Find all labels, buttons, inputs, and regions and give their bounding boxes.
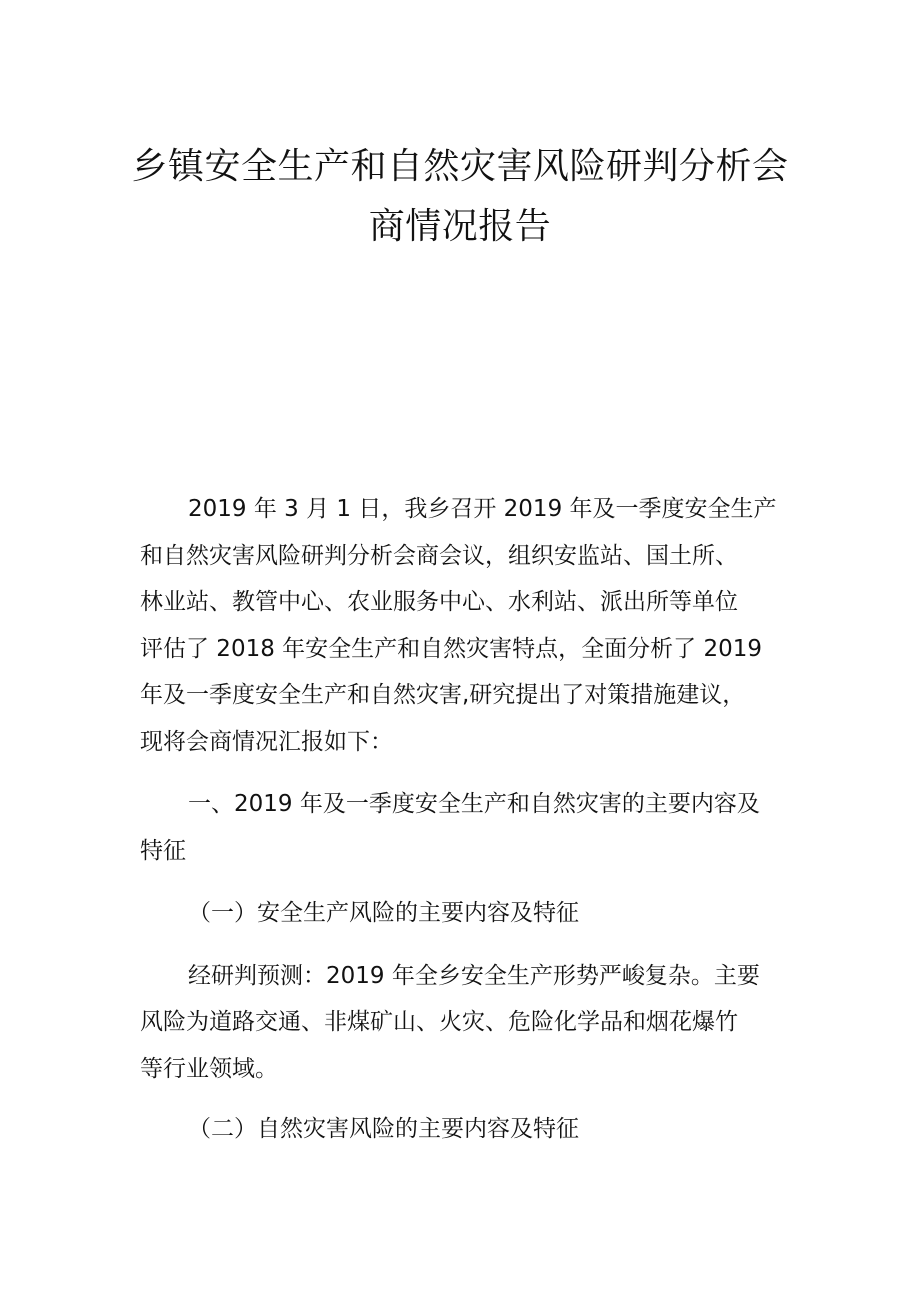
paragraph-line: 年及一季度安全生产和自然灾害,研究提出了对策措施建议， [140, 682, 746, 708]
paragraph-line: 现将会商情况汇报如下： [140, 728, 393, 755]
document-body [140, 486, 790, 1153]
subsection-heading-2 [140, 1106, 790, 1153]
paragraph-line: （一）安全生产风险的主要内容及特征 [188, 900, 579, 926]
risk-paragraph [140, 953, 790, 1093]
paragraph-line: 特征 [140, 837, 186, 864]
paragraph-line: 经研判预测：2019 年全乡安全生产形势严峻复杂。主要 [188, 962, 760, 989]
paragraph-line: 评估了 2018 年安全生产和自然灾害特点，全面分析了 2019 [140, 635, 762, 662]
paragraph-line: （二）自然灾害风险的主要内容及特征 [188, 1116, 579, 1142]
title-line: 乡镇安全生产和自然灾害风险研判分析会 [131, 146, 789, 187]
title-line: 商情况报告 [368, 206, 552, 247]
paragraph-line: 等行业领域。 [140, 1055, 278, 1082]
paragraph-line: 林业站、教管中心、农业服务中心、水利站、派出所等单位 [140, 589, 738, 615]
paragraph-line: 和自然灾害风险研判分析会商会议，组织安监站、国土所、 [140, 542, 738, 569]
paragraph-line: 2019 年 3 月 1 日，我乡召开 2019 年及一季度安全生产 [188, 496, 777, 522]
intro-paragraph [140, 486, 790, 765]
subsection-heading-1 [140, 890, 790, 937]
section-heading-1 [140, 781, 790, 874]
document-title [120, 137, 800, 257]
paragraph-line: 风险为道路交通、非煤矿山、火灾、危险化学品和烟花爆竹 [140, 1009, 738, 1035]
paragraph-line: 一、2019 年及一季度安全生产和自然灾害的主要内容及 [188, 791, 760, 817]
